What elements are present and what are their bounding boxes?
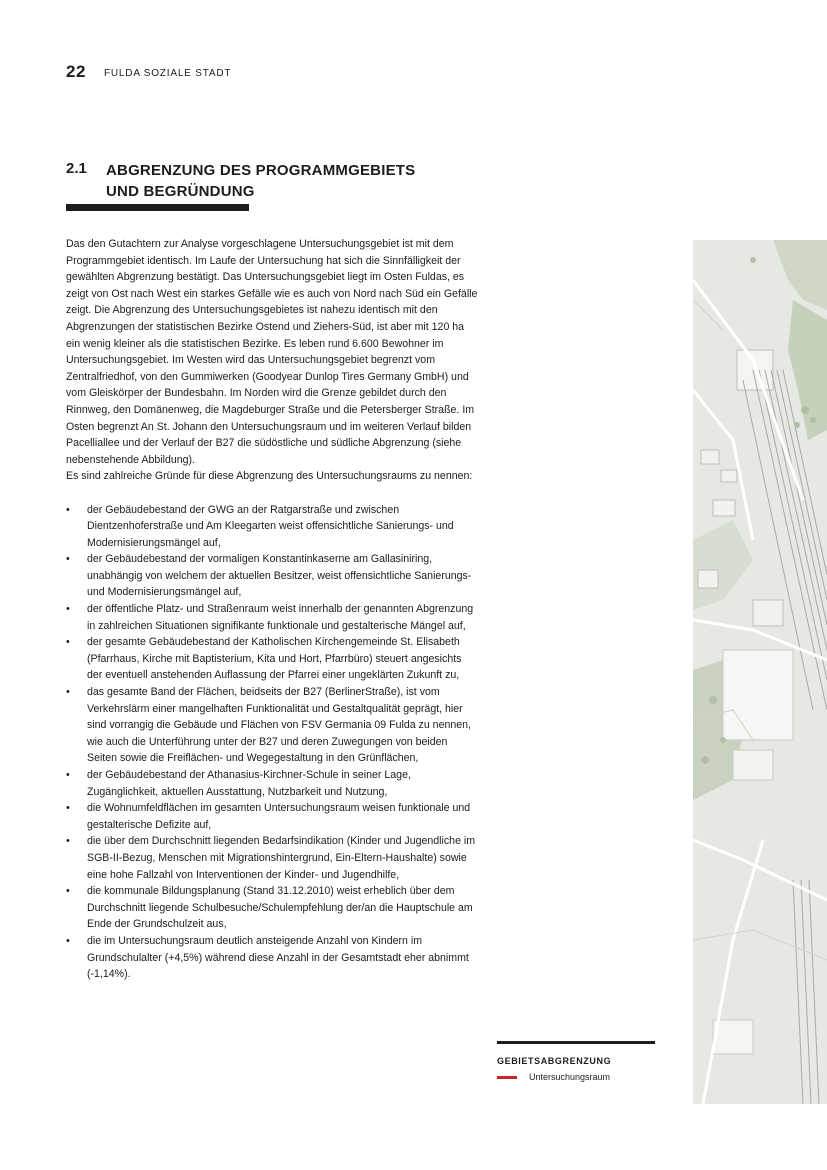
map-legend (497, 1041, 655, 1082)
intro-paragraph: Das den Gutachtern zur Analyse vorgeschlagene Untersuchungsgebiet ist mit dem Programmgebiet identisch. Im Laufe der Untersuchung hat sich die Sinnfälligkeit der gewählten Abgrenzung bestätigt. Das Untersuchungsgebiet liegt im Osten Fuldas, es zeigt von Ost nach West ein starkes Gefälle wie es auch von Nord nach Süd ein Gefälle zeigt. Die Abgrenzung des Untersuchungsgebietes ist nahezu identisch mit den Abgrenzungen der statistischen Bezirke Ostend und Ziehers-Süd, ist aber mit 120 ha ein wenig kleiner als die statistischen Bezirke. Es leben rund 6.600 Bewohner im Untersuchungsgebiet. Im Westen wird das Untersuchungsgebiet begrenzt vom Zentralfriedhof, von den Gummiwerken (Goodyear Dunlop Tires Germany GmbH) und vom Gleiskörper der Bundesbahn. Im Norden wird die Grenze gebildet durch den Rinnweg, den Domänenweg, die Magdeburger Straße und die Petersberger Straße. Im Osten begrenzt An St. Johann den Untersuchungsraum und im weiteren Verlauf bilden Pacelliallee und der Verlauf der B27 die südöstliche und südliche Abgrenzung (siehe nebenstehende Abbildung). (66, 238, 478, 466)
list-item: • die Wohnumfeldflächen im gesamten Untersuchungsraum weisen funktionale und gestalterische Defizite auf, (66, 800, 479, 833)
intro-paragraph: Es sind zahlreiche Gründe für diese Abgrenzung des Untersuchungsraums zu nennen: (66, 470, 473, 483)
body-text (66, 236, 479, 983)
list-item: • das gesamte Band der Flächen, beidseits der B27 (BerlinerStraße), ist vom Verkehrslärm einer mangelhaften Funktionalität und Gestaltqualität geprägt, hier sind vorrangig die Gebäude und Flächen von FSV Germania 09 Fulda zu nennen, wie auch die Unterführung unter der B27 und deren Zuwegungen von beiden Seiten sowie die Freiflächen- und Wegegestaltung in den Grünflächen, (66, 684, 479, 767)
list-item: • der gesamte Gebäudebestand der Katholischen Kirchengemeinde St. Elisabeth (Pfarrhaus, Kirche mit Baptisterium, Kita und Hort, Pfarrbüro) steuert angesichts der eventuell anstehenden Auflassung der Pfarrei einer ungeklärten Zukunft zu, (66, 634, 479, 684)
list-item: • die im Untersuchungsraum deutlich ansteigende Anzahl von Kindern im Grundschulalter (+4,5%) während diese Anzahl in der Gesamtstadt eher abnimmt (-1,14%). (66, 933, 479, 983)
aerial-map-image (693, 240, 827, 1104)
list-item: • die über dem Durchschnitt liegenden Bedarfsindikation (Kinder und Jugendliche im SGB-II-Bezug, Menschen mit Migrationshintergrund, Ein-Eltern-Haushalte) sowie eine hohe Fallzahl von Interventionen der Kinder- und Jugendhilfe, (66, 833, 479, 883)
legend-rule (497, 1041, 655, 1044)
list-item: • die kommunale Bildungsplanung (Stand 31.12.2010) weist erheblich über dem Durchschnitt liegende Schulbesuche/Schulempfehlung der/an die Hauptschule am Ende der Grundschulzeit aus, (66, 883, 479, 933)
heading-rule (66, 204, 249, 211)
legend-title: GEBIETSABGRENZUNG (497, 1056, 612, 1066)
list-item: • der Gebäudebestand der GWG an der Ratgarstraße und zwischen Dientzenhoferstraße und Am Kleegarten weist offensichtliche Sanierungs- und Modernisierungsmängel auf, (66, 502, 479, 552)
reasons-list (66, 502, 479, 983)
section-title: ABGRENZUNG DES PROGRAMMGEBIETS UND BEGRÜNDUNG (106, 162, 416, 200)
list-item: • der Gebäudebestand der Athanasius-Kirchner-Schule in seiner Lage, Zugänglichkeit, aktuellen Ausstattung, Nutzbarkeit und Nutzung, (66, 767, 479, 800)
running-head: FULDA SOZIALE STADT (104, 68, 232, 79)
legend-swatch (497, 1076, 517, 1079)
section-number: 2.1 (66, 160, 87, 177)
list-item: • der Gebäudebestand der vormaligen Konstantinkaserne am Gallasiniring, unabhängig von welchem der aktuellen Besitzer, weist offensichtliche Sanierungs- und Modernisierungsmängel auf, (66, 551, 479, 601)
legend-item (497, 1072, 655, 1082)
area-map (693, 240, 827, 1104)
list-item: • der öffentliche Platz- und Straßenraum weist innerhalb der genannten Abgrenzung in zahlreichen Situationen signifikante funktionale und gestalterische Mängel auf, (66, 601, 479, 634)
legend-label: Untersuchungsraum (529, 1072, 611, 1082)
page-number: 22 (66, 62, 86, 81)
